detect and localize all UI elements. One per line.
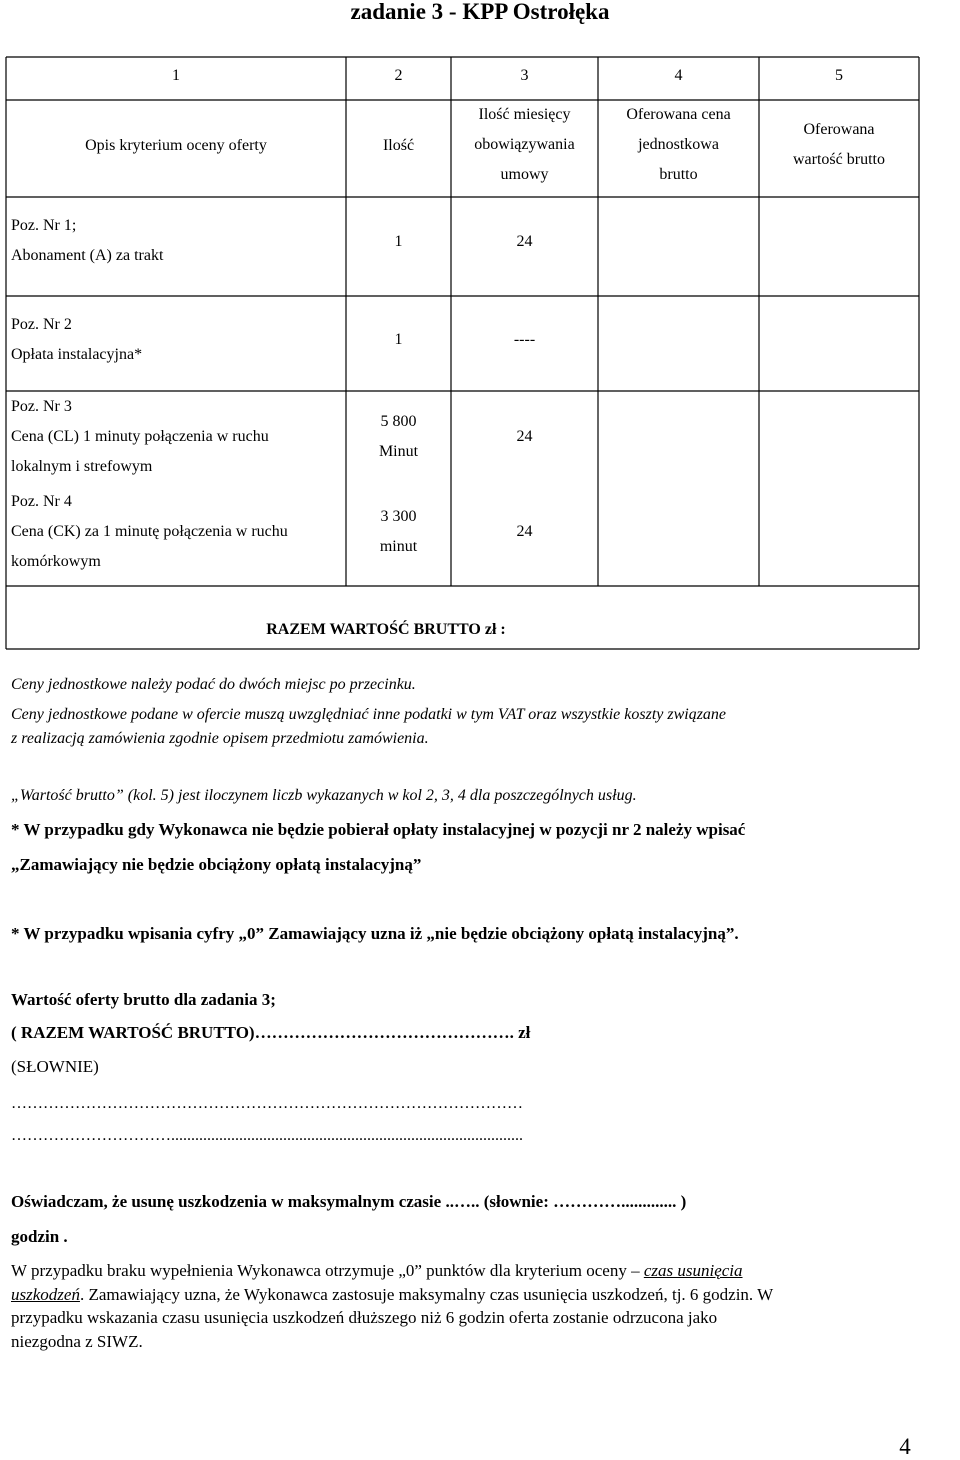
footer-paragraph-line-4: niezgodna z SIWZ.: [11, 1332, 143, 1351]
col-number-1: 1: [172, 67, 180, 84]
header-unit-price: Oferowana cena jednostkowa brutto: [626, 106, 731, 183]
total-row-label: RAZEM WARTOŚĆ BRUTTO zł :: [266, 621, 506, 638]
offer-in-words-line-2: …………………………........................................................................................: [11, 1127, 523, 1144]
header-months: Ilość miesięcy obowiązywania umowy: [474, 106, 575, 183]
document-title: zadanie 3 - KPP Ostrołęka: [350, 0, 610, 24]
declaration-hours: godzin .: [11, 1227, 68, 1246]
note-zero-digit: * W przypadku wpisania cyfry „0” Zamawiający uzna iż „nie będzie obciążony opłatą instalacyjną”.: [11, 924, 739, 943]
col-number-3: 3: [520, 67, 529, 84]
header-gross-value: Oferowana wartość brutto: [793, 121, 885, 168]
footer-paragraph-line-1: W przypadku braku wypełnienia Wykonawca otrzymuje „0” punktów dla kryterium oceny – czas usunięcia: [11, 1261, 743, 1280]
header-criterion: Opis kryterium oceny oferty: [85, 137, 267, 154]
note-gross-value: „Wartość brutto” (kol. 5) jest iloczynem liczb wykazanych w kol 2, 3, 4 dla poszczególnych usług.: [11, 787, 637, 804]
row-3-months: 24: [516, 428, 533, 445]
row-2-description: Poz. Nr 2 Opłata instalacyjna*: [11, 316, 143, 363]
row-3-quantity: 5 800 Minut: [378, 413, 419, 460]
offer-total-line: ( RAZEM WARTOŚĆ BRUTTO)………………………………………. zł: [11, 1023, 531, 1042]
row-1-quantity: 1: [394, 233, 403, 250]
note-decimal-places: Ceny jednostkowe należy podać do dwóch miejsc po przecinku.: [11, 676, 416, 693]
offer-in-words-line-1: ……………………………………………………………………………………: [11, 1095, 523, 1112]
row-4-description: Poz. Nr 4 Cena (CK) za 1 minutę połączenia w ruchu komórkowym: [11, 493, 288, 570]
note-prices-include: Ceny jednostkowe podane w ofercie muszą uwzględniać inne podatki w tym VAT oraz wszystkie koszty związane: [11, 706, 727, 723]
row-4-months: 24: [516, 523, 533, 540]
col-number-5: 5: [835, 67, 843, 84]
col-number-2: 2: [394, 67, 403, 84]
note-installation-fee: * W przypadku gdy Wykonawca nie będzie pobierał opłaty instalacyjnej w pozycji nr 2 należy wpisać: [11, 820, 746, 839]
row-2-quantity: 1: [394, 331, 403, 348]
col-number-4: 4: [674, 67, 683, 84]
offer-value-heading: Wartość oferty brutto dla zadania 3;: [11, 990, 276, 1009]
row-3-description: Poz. Nr 3 Cena (CL) 1 minuty połączenia w ruchu lokalnym i strefowym: [11, 398, 269, 475]
declaration-repair-time: Oświadczam, że usunę uszkodzenia w maksymalnym czasie ..….. (słownie: …………............. ): [11, 1192, 687, 1211]
note-prices-include-cont: z realizacją zamówienia zgodnie opisem przedmiotu zamówienia.: [11, 730, 429, 747]
row-4-quantity: 3 300 minut: [379, 508, 418, 555]
note-installation-quote: „Zamawiający nie będzie obciążony opłatą instalacyjną”: [11, 855, 422, 874]
row-1-months: 24: [516, 233, 533, 250]
page-number: 4: [899, 1434, 911, 1459]
row-1-description: Poz. Nr 1; Abonament (A) za trakt: [11, 217, 164, 264]
header-quantity: Ilość: [382, 137, 415, 154]
footer-paragraph-line-2: uszkodzeń. Zamawiający uzna, że Wykonawca zastosuje maksymalny czas usunięcia uszkodzeń, tj. 6 godzin. W: [11, 1285, 774, 1304]
offer-in-words-label: (SŁOWNIE): [11, 1057, 99, 1076]
footer-paragraph-line-3: przypadku wskazania czasu usunięcia uszkodzeń dłuższego niż 6 godzin oferta zostanie odrzucona jako: [11, 1308, 718, 1327]
row-2-months: ----: [513, 331, 536, 348]
